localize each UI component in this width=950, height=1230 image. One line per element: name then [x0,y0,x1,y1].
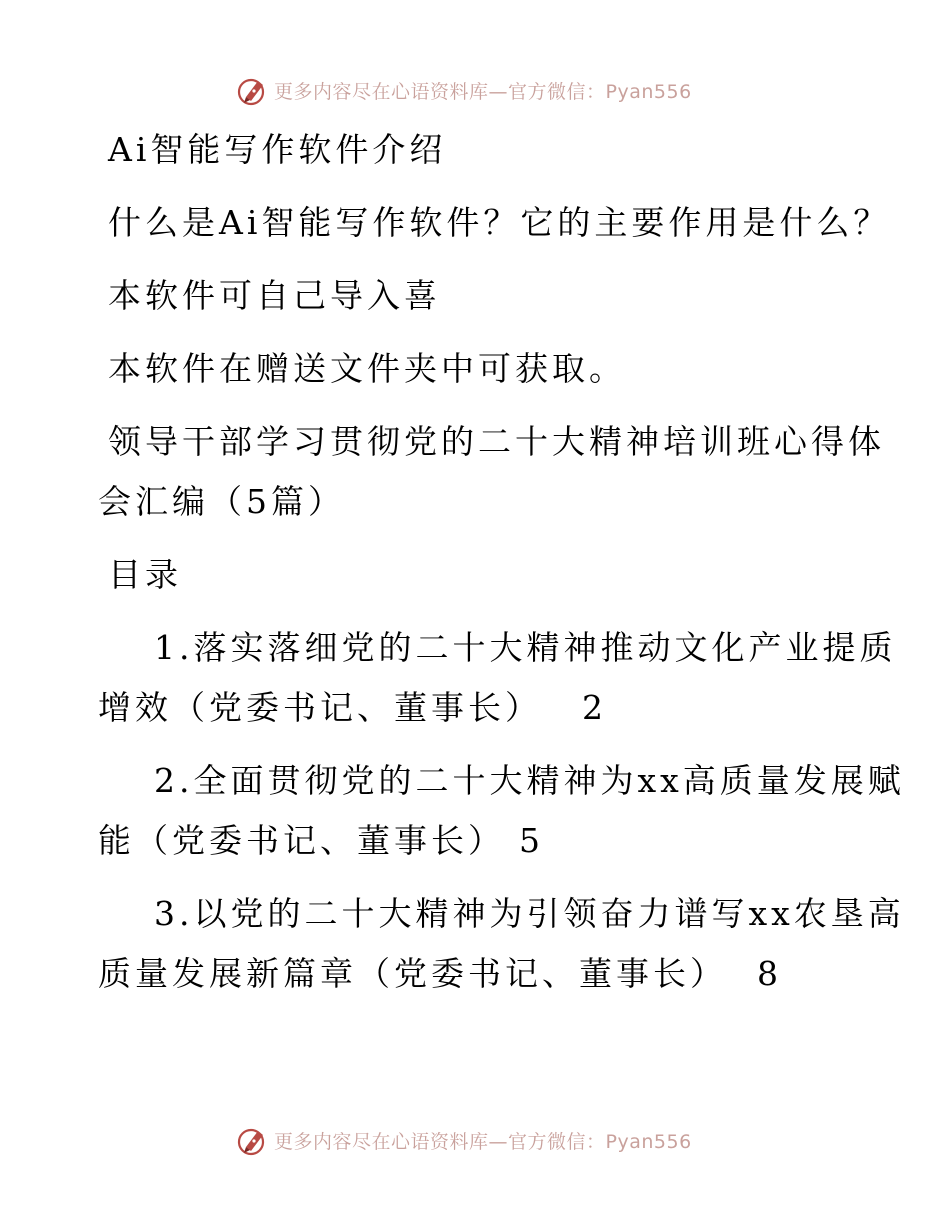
pen-nib-icon [236,1123,270,1157]
doc-heading-line-2: 会汇编（5篇） [98,482,345,521]
watermark-text: 更多内容尽在心语资料库—官方微信：Pyan556 [274,80,692,103]
doc-title: Ai智能写作软件介绍 [108,130,447,169]
toc-entry-2 [98,751,905,871]
toc-entry-title: 增效（党委书记、董事长） [98,688,542,727]
doc-paragraph-2: 本软件在赠送文件夹中可获取。 [108,349,626,388]
toc-entry-title: 质量发展新篇章（党委书记、董事长） [98,954,727,993]
toc-label: 目录 [108,555,182,594]
toc-entry-title-line-2 [98,944,858,1004]
pen-nib-icon [236,73,270,107]
toc-entry-title: 能（党委书记、董事长） [98,821,505,860]
toc-entry-title-line-1: 2.全面贯彻党的二十大精神为xx高质量发展赋 [154,761,905,800]
doc-question: 什么是Ai智能写作软件？它的主要作用是什么？ [108,203,891,242]
toc-page-number: 2 [582,688,607,727]
toc-entry-title-line-2 [98,678,858,738]
toc-entry-1 [98,618,897,738]
toc-entry-title-line-2 [98,811,858,871]
doc-heading-line-1: 领导干部学习贯彻党的二十大精神培训班心得体 [108,422,885,461]
footer-watermark [236,1122,756,1158]
toc-page-number: 8 [757,954,782,993]
watermark-text: 更多内容尽在心语资料库—官方微信：Pyan556 [274,1130,692,1153]
toc-entry-title-line-1: 3.以党的二十大精神为引领奋力谱写xx农垦高 [154,894,905,933]
toc-entry-3 [98,884,905,1004]
doc-paragraph-1: 本软件可自己导入喜 [108,276,441,315]
toc-page-number: 5 [519,821,544,860]
toc-entry-title-line-1: 1.落实落细党的二十大精神推动文化产业提质 [154,628,897,667]
header-watermark [236,72,756,108]
document-body [98,120,905,1004]
